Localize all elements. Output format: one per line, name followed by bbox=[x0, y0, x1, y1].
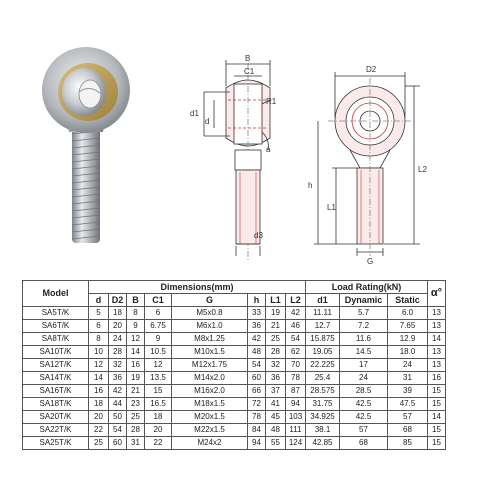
cell-d2: 44 bbox=[109, 398, 127, 411]
header-c1: C1 bbox=[145, 294, 172, 307]
cell-dynamic: 42.5 bbox=[340, 398, 388, 411]
threaded-shank bbox=[72, 125, 100, 243]
cell-d: 12 bbox=[89, 359, 109, 372]
cell-l1: 25 bbox=[266, 333, 286, 346]
cell-h: 36 bbox=[248, 320, 266, 333]
cell-d: 18 bbox=[89, 398, 109, 411]
table-row bbox=[23, 398, 446, 411]
cell-l1: 37 bbox=[266, 385, 286, 398]
cell-h: 94 bbox=[248, 437, 266, 450]
cell-b: 31 bbox=[127, 437, 145, 450]
table-row bbox=[23, 333, 446, 346]
cell-l2: 87 bbox=[286, 385, 306, 398]
cell-g: M16x2.0 bbox=[172, 385, 248, 398]
cell-g: M24x2 bbox=[172, 437, 248, 450]
header-g: G bbox=[172, 294, 248, 307]
header-model: Model bbox=[23, 281, 89, 307]
cell-g: M6x1.0 bbox=[172, 320, 248, 333]
label-h: h bbox=[308, 181, 313, 190]
cell-static: 39 bbox=[388, 385, 428, 398]
cell-c1: 15 bbox=[145, 385, 172, 398]
cell-d: 14 bbox=[89, 372, 109, 385]
side-view-labels bbox=[190, 54, 277, 240]
cell-h: 84 bbox=[248, 424, 266, 437]
cell-d1: 11.11 bbox=[306, 307, 340, 320]
label-g: G bbox=[367, 257, 374, 266]
cell-h: 60 bbox=[248, 372, 266, 385]
cell-l2: 78 bbox=[286, 372, 306, 385]
cell-d1: 42.85 bbox=[306, 437, 340, 450]
cell-d1: 15.875 bbox=[306, 333, 340, 346]
cell-dynamic: 14.5 bbox=[340, 346, 388, 359]
label-c1: C1 bbox=[244, 67, 255, 76]
cell-alpha: 13 bbox=[428, 307, 446, 320]
cell-b: 28 bbox=[127, 424, 145, 437]
cell-d: 16 bbox=[89, 385, 109, 398]
cell-d1: 28.575 bbox=[306, 385, 340, 398]
table-row bbox=[23, 320, 446, 333]
cell-d: 10 bbox=[89, 346, 109, 359]
header-d1: d1 bbox=[306, 294, 340, 307]
cell-static: 12.9 bbox=[388, 333, 428, 346]
cell-d2: 28 bbox=[109, 346, 127, 359]
cell-l2: 103 bbox=[286, 411, 306, 424]
cell-b: 8 bbox=[127, 307, 145, 320]
table-row bbox=[23, 307, 446, 320]
cell-h: 66 bbox=[248, 385, 266, 398]
cell-static: 85 bbox=[388, 437, 428, 450]
cell-b: 14 bbox=[127, 346, 145, 359]
cell-alpha: 14 bbox=[428, 333, 446, 346]
cell-dynamic: 7.2 bbox=[340, 320, 388, 333]
cell-d1: 25.4 bbox=[306, 372, 340, 385]
cell-static: 24 bbox=[388, 359, 428, 372]
cell-dynamic: 24 bbox=[340, 372, 388, 385]
header-d: d bbox=[89, 294, 109, 307]
cell-d1: 19.05 bbox=[306, 346, 340, 359]
table-body bbox=[23, 281, 446, 450]
cell-l2: 46 bbox=[286, 320, 306, 333]
cell-static: 18.0 bbox=[388, 346, 428, 359]
cell-b: 9 bbox=[127, 320, 145, 333]
cell-c1: 9 bbox=[145, 333, 172, 346]
cell-h: 54 bbox=[248, 359, 266, 372]
cell-g: M10x1.5 bbox=[172, 346, 248, 359]
cell-d: 8 bbox=[89, 333, 109, 346]
cell-d2: 24 bbox=[109, 333, 127, 346]
cell-l1: 41 bbox=[266, 398, 286, 411]
cell-alpha: 16 bbox=[428, 372, 446, 385]
cell-g: M12x1.75 bbox=[172, 359, 248, 372]
cell-alpha: 15 bbox=[428, 437, 446, 450]
cell-d: 5 bbox=[89, 307, 109, 320]
cell-model: SA10T/K bbox=[23, 346, 89, 359]
cell-h: 78 bbox=[248, 411, 266, 424]
header-alpha: α° bbox=[428, 281, 446, 307]
cell-g: M22x1.5 bbox=[172, 424, 248, 437]
cell-c1: 16.5 bbox=[145, 398, 172, 411]
cell-static: 7.65 bbox=[388, 320, 428, 333]
header-b: B bbox=[127, 294, 145, 307]
label-d: d bbox=[205, 117, 210, 126]
cell-model: SA14T/K bbox=[23, 372, 89, 385]
label-d2: D2 bbox=[366, 65, 377, 74]
cell-d2: 54 bbox=[109, 424, 127, 437]
cell-l2: 124 bbox=[286, 437, 306, 450]
cell-c1: 10.5 bbox=[145, 346, 172, 359]
cell-l1: 32 bbox=[266, 359, 286, 372]
header-h: h bbox=[248, 294, 266, 307]
cell-model: SA12T/K bbox=[23, 359, 89, 372]
cell-l2: 42 bbox=[286, 307, 306, 320]
header-dimensions: Dimensions(mm) bbox=[89, 281, 306, 294]
label-l1: L1 bbox=[327, 203, 336, 212]
cell-model: SA16T/K bbox=[23, 385, 89, 398]
cell-alpha: 13 bbox=[428, 346, 446, 359]
label-b: B bbox=[245, 54, 251, 63]
cell-l2: 62 bbox=[286, 346, 306, 359]
cell-d2: 18 bbox=[109, 307, 127, 320]
cell-d1: 38.1 bbox=[306, 424, 340, 437]
table-row bbox=[23, 346, 446, 359]
cell-l2: 54 bbox=[286, 333, 306, 346]
cell-h: 48 bbox=[248, 346, 266, 359]
cell-b: 23 bbox=[127, 398, 145, 411]
cell-g: M20x1.5 bbox=[172, 411, 248, 424]
cell-model: SA20T/K bbox=[23, 411, 89, 424]
header-static: Static bbox=[388, 294, 428, 307]
cell-d2: 60 bbox=[109, 437, 127, 450]
cell-b: 16 bbox=[127, 359, 145, 372]
spec-table bbox=[22, 280, 446, 450]
cell-dynamic: 28.5 bbox=[340, 385, 388, 398]
cell-d1: 22.225 bbox=[306, 359, 340, 372]
cell-l1: 45 bbox=[266, 411, 286, 424]
cell-l2: 70 bbox=[286, 359, 306, 372]
cell-h: 33 bbox=[248, 307, 266, 320]
cell-d2: 36 bbox=[109, 372, 127, 385]
cell-c1: 22 bbox=[145, 437, 172, 450]
cell-d2: 42 bbox=[109, 385, 127, 398]
rod-end-photo bbox=[42, 47, 130, 243]
front-view-drawing bbox=[314, 72, 420, 256]
cell-b: 25 bbox=[127, 411, 145, 424]
label-r1: R1 bbox=[266, 97, 277, 106]
cell-c1: 6.75 bbox=[145, 320, 172, 333]
cell-dynamic: 42.5 bbox=[340, 411, 388, 424]
table-row bbox=[23, 437, 446, 450]
cell-static: 47.5 bbox=[388, 398, 428, 411]
cell-dynamic: 68 bbox=[340, 437, 388, 450]
cell-model: SA22T/K bbox=[23, 424, 89, 437]
cell-b: 21 bbox=[127, 385, 145, 398]
label-l2: L2 bbox=[418, 165, 427, 174]
cell-dynamic: 57 bbox=[340, 424, 388, 437]
cell-d: 20 bbox=[89, 411, 109, 424]
cell-h: 72 bbox=[248, 398, 266, 411]
cell-model: SA18T/K bbox=[23, 398, 89, 411]
cell-alpha: 13 bbox=[428, 359, 446, 372]
cell-model: SA25T/K bbox=[23, 437, 89, 450]
cell-g: M14x2.0 bbox=[172, 372, 248, 385]
cell-h: 42 bbox=[248, 333, 266, 346]
cell-static: 31 bbox=[388, 372, 428, 385]
label-a: a bbox=[266, 145, 271, 154]
cell-l2: 94 bbox=[286, 398, 306, 411]
cell-g: M5x0.8 bbox=[172, 307, 248, 320]
cell-dynamic: 17 bbox=[340, 359, 388, 372]
cell-d1: 31.75 bbox=[306, 398, 340, 411]
table-row bbox=[23, 385, 446, 398]
header-dynamic: Dynamic bbox=[340, 294, 388, 307]
cell-model: SA8T/K bbox=[23, 333, 89, 346]
cell-model: SA6T/K bbox=[23, 320, 89, 333]
header-d2: D2 bbox=[109, 294, 127, 307]
cell-alpha: 15 bbox=[428, 398, 446, 411]
cell-dynamic: 11.6 bbox=[340, 333, 388, 346]
cell-alpha: 15 bbox=[428, 424, 446, 437]
cell-static: 68 bbox=[388, 424, 428, 437]
cell-g: M8x1.25 bbox=[172, 333, 248, 346]
label-d1: d1 bbox=[190, 109, 199, 118]
cell-static: 57 bbox=[388, 411, 428, 424]
bore bbox=[79, 80, 101, 108]
cell-alpha: 15 bbox=[428, 385, 446, 398]
table-row bbox=[23, 424, 446, 437]
cell-g: M18x1.5 bbox=[172, 398, 248, 411]
side-view-drawing bbox=[204, 60, 270, 260]
cell-l1: 19 bbox=[266, 307, 286, 320]
cell-d: 25 bbox=[89, 437, 109, 450]
cell-d1: 34.925 bbox=[306, 411, 340, 424]
cell-d: 6 bbox=[89, 320, 109, 333]
table-row bbox=[23, 359, 446, 372]
label-d3: d3 bbox=[254, 231, 263, 240]
table-row bbox=[23, 372, 446, 385]
cell-d2: 32 bbox=[109, 359, 127, 372]
table-row bbox=[23, 411, 446, 424]
cell-c1: 13.5 bbox=[145, 372, 172, 385]
cell-l1: 48 bbox=[266, 424, 286, 437]
cell-dynamic: 5.7 bbox=[340, 307, 388, 320]
cell-alpha: 14 bbox=[428, 411, 446, 424]
cell-d1: 12.7 bbox=[306, 320, 340, 333]
table-header-row-1 bbox=[23, 281, 446, 294]
cell-d2: 50 bbox=[109, 411, 127, 424]
cell-l1: 21 bbox=[266, 320, 286, 333]
header-load-rating: Load Rating(kN) bbox=[306, 281, 428, 294]
cell-c1: 6 bbox=[145, 307, 172, 320]
cell-c1: 12 bbox=[145, 359, 172, 372]
cell-b: 19 bbox=[127, 372, 145, 385]
cell-l2: 111 bbox=[286, 424, 306, 437]
cell-l1: 36 bbox=[266, 372, 286, 385]
header-l2: L2 bbox=[286, 294, 306, 307]
cell-c1: 20 bbox=[145, 424, 172, 437]
cell-d: 22 bbox=[89, 424, 109, 437]
cell-static: 6.0 bbox=[388, 307, 428, 320]
cell-l1: 55 bbox=[266, 437, 286, 450]
cell-c1: 18 bbox=[145, 411, 172, 424]
header-l1: L1 bbox=[266, 294, 286, 307]
cell-alpha: 13 bbox=[428, 320, 446, 333]
cell-model: SA5T/K bbox=[23, 307, 89, 320]
cell-l1: 28 bbox=[266, 346, 286, 359]
cell-b: 12 bbox=[127, 333, 145, 346]
cell-d2: 20 bbox=[109, 320, 127, 333]
